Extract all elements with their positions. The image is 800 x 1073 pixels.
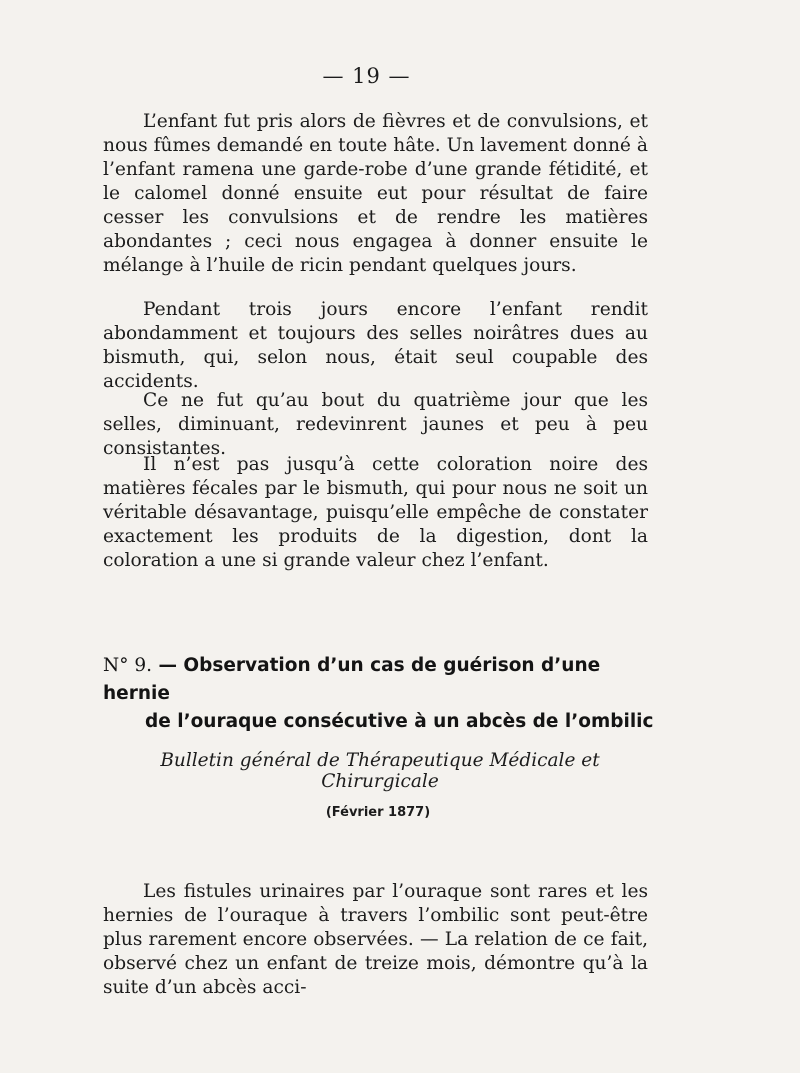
source-citation: Bulletin général de Thérapeutique Médicale et Chirurgicale xyxy=(160,750,600,792)
paragraph-urinary-fistulas: Les fistules urinaires par l’ouraque sont rares et les hernies de l’ouraque à travers l’ombilic sont peut-être plus rarement encore observées. — La relation de ce fait, observé chez un enfant de treize mois, démontre qu’à la suite d’un abcès acci- xyxy=(103,881,648,998)
paragraph-convulsions: L’enfant fut pris alors de fièvres et de convulsions, et nous fûmes demandé en toute hâte. Un lavement donné à l’enfant ramena une garde-robe d’une grande fétidité, et le calomel donné ensuite eut pour résultat de faire cesser les convulsions et de rendre les matières abondantes ; ceci nous engagea à donner ensuite le mélange à l’huile de ricin pendant quelques jours. xyxy=(103,111,648,276)
paragraph-bismuth-disadvantage: Il n’est pas jusqu’à cette coloration noire des matières fécales par le bismuth, qui pour nous ne soit un véritable désavantage, puisqu’elle empêche de constater exactement les produits de la digestion, dont la coloration a une si grande valeur chez l’enfant. xyxy=(103,454,648,571)
paragraph-fourth-day: Ce ne fut qu’au bout du quatrième jour que les selles, diminuant, redevinrent jaunes et peu à peu consistantes. xyxy=(103,390,648,459)
paragraph-black-stools: Pendant trois jours encore l’enfant rendit abondamment et toujours des selles noirâtres dues au bismuth, qui, selon nous, était seul coupable des accidents. xyxy=(103,299,648,392)
publication-date: (Février 1877) xyxy=(325,805,431,820)
section-number: N° 9. xyxy=(103,655,152,676)
section-heading xyxy=(103,652,663,736)
page-number: — 19 — xyxy=(322,64,411,88)
section-title-line1: — Observation d’un cas de guérison d’une hernie xyxy=(103,655,601,704)
section-title-line2: de l’ouraque consécutive à un abcès de l’ombilic xyxy=(145,711,654,732)
